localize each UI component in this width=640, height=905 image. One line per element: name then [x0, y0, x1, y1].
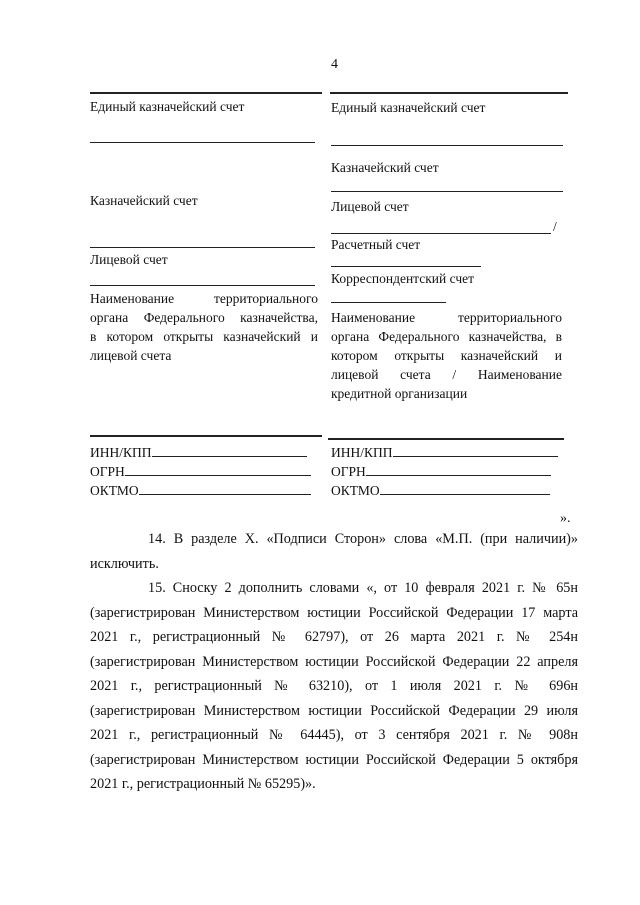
- paragraph-15-line-8: (зарегистрирован Министерством юстиции Российской Федерации 5 октября: [90, 751, 578, 768]
- right-inn-kpp-field: [331, 444, 558, 462]
- paragraph-14-line-1: 14. В разделе X. «Подписи Сторон» слова «М.П. (при наличии)»: [148, 531, 578, 547]
- paragraph-14: [90, 527, 578, 576]
- right-inn-kpp-label: ИНН/КПП: [331, 445, 393, 460]
- right-personal-account-line: [331, 233, 551, 234]
- paragraph-15: [90, 576, 578, 797]
- left-oktmo-field: [90, 482, 311, 500]
- right-authority-line-5: кредитной организации: [331, 386, 468, 401]
- closing-quote: ».: [560, 511, 571, 526]
- page-number: 4: [331, 57, 338, 72]
- left-inn-kpp-label: ИНН/КПП: [90, 445, 152, 460]
- right-oktmo-line: [380, 482, 550, 495]
- paragraph-15-line-5: 2021 г., регистрационный № 63210), от 1 июля 2021 г. № 696н: [90, 678, 578, 694]
- right-settlement-account-line: [331, 266, 481, 267]
- right-ogrn-label: ОГРН: [331, 464, 366, 479]
- left-treasury-account-label: Казначейский счет: [90, 193, 198, 208]
- paragraph-15-line-7: 2021 г., регистрационный № 64445), от 3 сентября 2021 г. № 908н: [90, 727, 578, 743]
- paragraph-15-line-9: 2021 г., регистрационный № 65295)».: [90, 776, 316, 792]
- right-treasury-account-line: [331, 191, 563, 192]
- right-authority-line-2: органа Федерального казначейства, в: [331, 329, 562, 344]
- right-oktmo-field: [331, 482, 550, 500]
- left-top-rule: [90, 92, 322, 94]
- paragraph-14-line-2: исключить.: [90, 555, 159, 572]
- right-inn-kpp-line: [393, 444, 558, 457]
- left-inn-kpp-line: [152, 444, 307, 457]
- right-top-rule: [330, 92, 568, 94]
- left-authority-line-4: лицевой счета: [90, 348, 172, 363]
- left-authority-name: [90, 289, 318, 365]
- paragraph-15-line-3: 2021 г., регистрационный № 62797), от 26 марта 2021 г. № 254н: [90, 629, 578, 645]
- right-ogrn-line: [366, 463, 551, 476]
- right-unified-account-line: [331, 145, 563, 146]
- left-bottom-rule: [90, 435, 322, 437]
- right-unified-account-label: Единый казначейский счет: [331, 100, 486, 115]
- left-unified-account-label: Единый казначейский счет: [90, 99, 245, 114]
- left-oktmo-label: ОКТМО: [90, 483, 139, 498]
- right-slash: /: [553, 219, 557, 234]
- left-ogrn-label: ОГРН: [90, 464, 125, 479]
- left-treasury-account-line: [90, 247, 315, 248]
- right-authority-line-3: котором открыты казначейский и: [331, 348, 562, 363]
- left-oktmo-line: [139, 482, 311, 495]
- right-oktmo-label: ОКТМО: [331, 483, 380, 498]
- left-personal-account-label: Лицевой счет: [90, 252, 168, 267]
- right-personal-account-label: Лицевой счет: [331, 199, 409, 214]
- right-settlement-account-label: Расчетный счет: [331, 237, 421, 252]
- right-authority-line-1: Наименование территориального: [331, 310, 562, 325]
- paragraph-15-line-2: (зарегистрирован Министерством юстиции Российской Федерации 17 марта: [90, 604, 578, 621]
- paragraph-15-line-4: (зарегистрирован Министерством юстиции Российской Федерации 22 апреля: [90, 653, 578, 670]
- right-ogrn-field: [331, 463, 551, 481]
- right-correspondent-account-label: Корреспондентский счет: [331, 271, 475, 286]
- right-treasury-account-label: Казначейский счет: [331, 160, 439, 175]
- right-correspondent-account-line: [331, 302, 446, 303]
- left-authority-line-1: Наименование территориального: [90, 291, 318, 306]
- paragraph-15-line-1: 15. Сноску 2 дополнить словами «, от 10 февраля 2021 г. № 65н: [148, 580, 578, 596]
- left-ogrn-field: [90, 463, 311, 481]
- left-unified-account-line: [90, 142, 315, 143]
- left-inn-kpp-field: [90, 444, 307, 462]
- left-ogrn-line: [125, 463, 311, 476]
- right-authority-line-4: лицевой счета / Наименование: [331, 367, 562, 382]
- left-authority-line-3: в котором открыты казначейский и: [90, 329, 318, 344]
- right-bottom-rule: [328, 438, 564, 440]
- right-authority-name: [331, 308, 562, 403]
- paragraph-15-line-6: (зарегистрирован Министерством юстиции Российской Федерации 29 июля: [90, 702, 578, 719]
- left-authority-line-2: органа Федерального казначейства,: [90, 310, 318, 325]
- left-personal-account-line: [90, 285, 315, 286]
